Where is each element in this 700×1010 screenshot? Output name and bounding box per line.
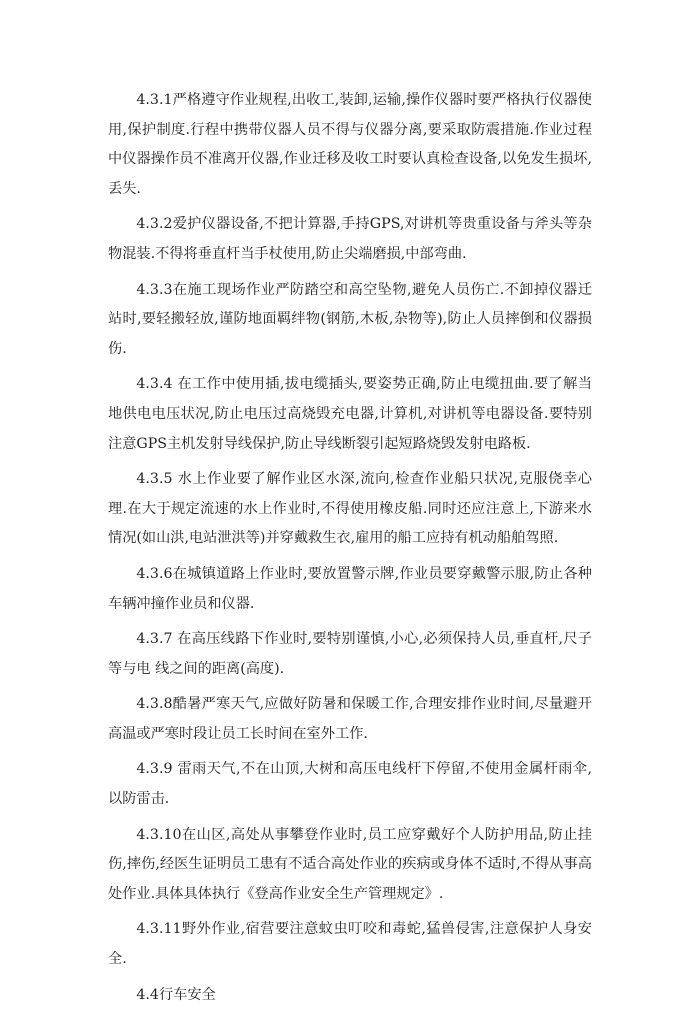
section-heading: 4.4行车安全 [136, 986, 216, 1003]
paragraph-4-3-6: 4.3.6在城镇道路上作业时,要放置警示牌,作业员要穿戴警示服,防止各种车辆冲撞作业员和仪器. [108, 565, 592, 612]
paragraph-4-3-1: 4.3.1严格遵守作业规程,出收工,装卸,运输,操作仪器时要严格执行仪器使用,保护制度.行程中携带仪器人员不得与仪器分离,要采取防震措施.作业过程中仪器操作员不准离开仪器,作业迁移及收工时要认真检查设备,以免发生损坏,丢失. [108, 92, 592, 197]
paragraph-4-3-5: 4.3.5 水上作业要了解作业区水深,流向,检查作业船只状况,克服侥幸心理.在大于规定流速的水上作业时,不得使用橡皮船.同时还应注意上,下游来水情况(如山洪,电站泄洪等)并穿戴救生衣,雇用的船工应持有机动船舶驾照. [108, 471, 592, 547]
paragraph-4-3-9: 4.3.9 雷雨天气,不在山顶,大树和高压电线杆下停留,不使用金属杆雨伞,以防雷击. [108, 761, 592, 808]
paragraph-4-3-10: 4.3.10在山区,高处从事攀登作业时,员工应穿戴好个人防护用品,防止挂伤,摔伤,经医生证明员工患有不适合高处作业的疾病或身体不适时,不得从事高处作业.具体具体执行《登高作业安全生产管理规定》. [108, 826, 592, 902]
document-body [108, 86, 592, 1010]
paragraph-4-3-11: 4.3.11野外作业,宿营要注意蚊虫叮咬和毒蛇,猛兽侵害,注意保护人身安全. [108, 921, 592, 968]
paragraph-4-3-2: 4.3.2爱护仪器设备,不把计算器,手持GPS,对讲机等贵重设备与斧头等杂物混装.不得将垂直杆当手杖使用,防止尖端磨损,中部弯曲. [108, 216, 592, 262]
paragraph-4-3-4: 4.3.4 在工作中使用插,拔电缆插头,要姿势正确,防止电缆扭曲.要了解当地供电电压状况,防止电压过高烧毁充电器,计算机,对讲机等电器设备.要特别注意GPS主机发射导线保护,防止导线断裂引起短路烧毁发射电路板. [108, 376, 592, 452]
paragraph-4-3-8: 4.3.8酷暑严寒天气,应做好防暑和保暖工作,合理安排作业时间,尽量避开高温或严寒时段让员工长时间在室外工作. [108, 696, 592, 742]
paragraph-4-3-7: 4.3.7 在高压线路下作业时,要特别谨慎,小心,必须保持人员,垂直杆,尺子等与电 线之间的距离(高度). [108, 631, 592, 677]
paragraph-4-3-3: 4.3.3在施工现场作业严防踏空和高空坠物,避免人员伤亡.不卸掉仪器迁站时,要轻搬轻放,谨防地面羁绊物(钢筋,木板,杂物等),防止人员摔倒和仪器损伤. [108, 281, 592, 357]
